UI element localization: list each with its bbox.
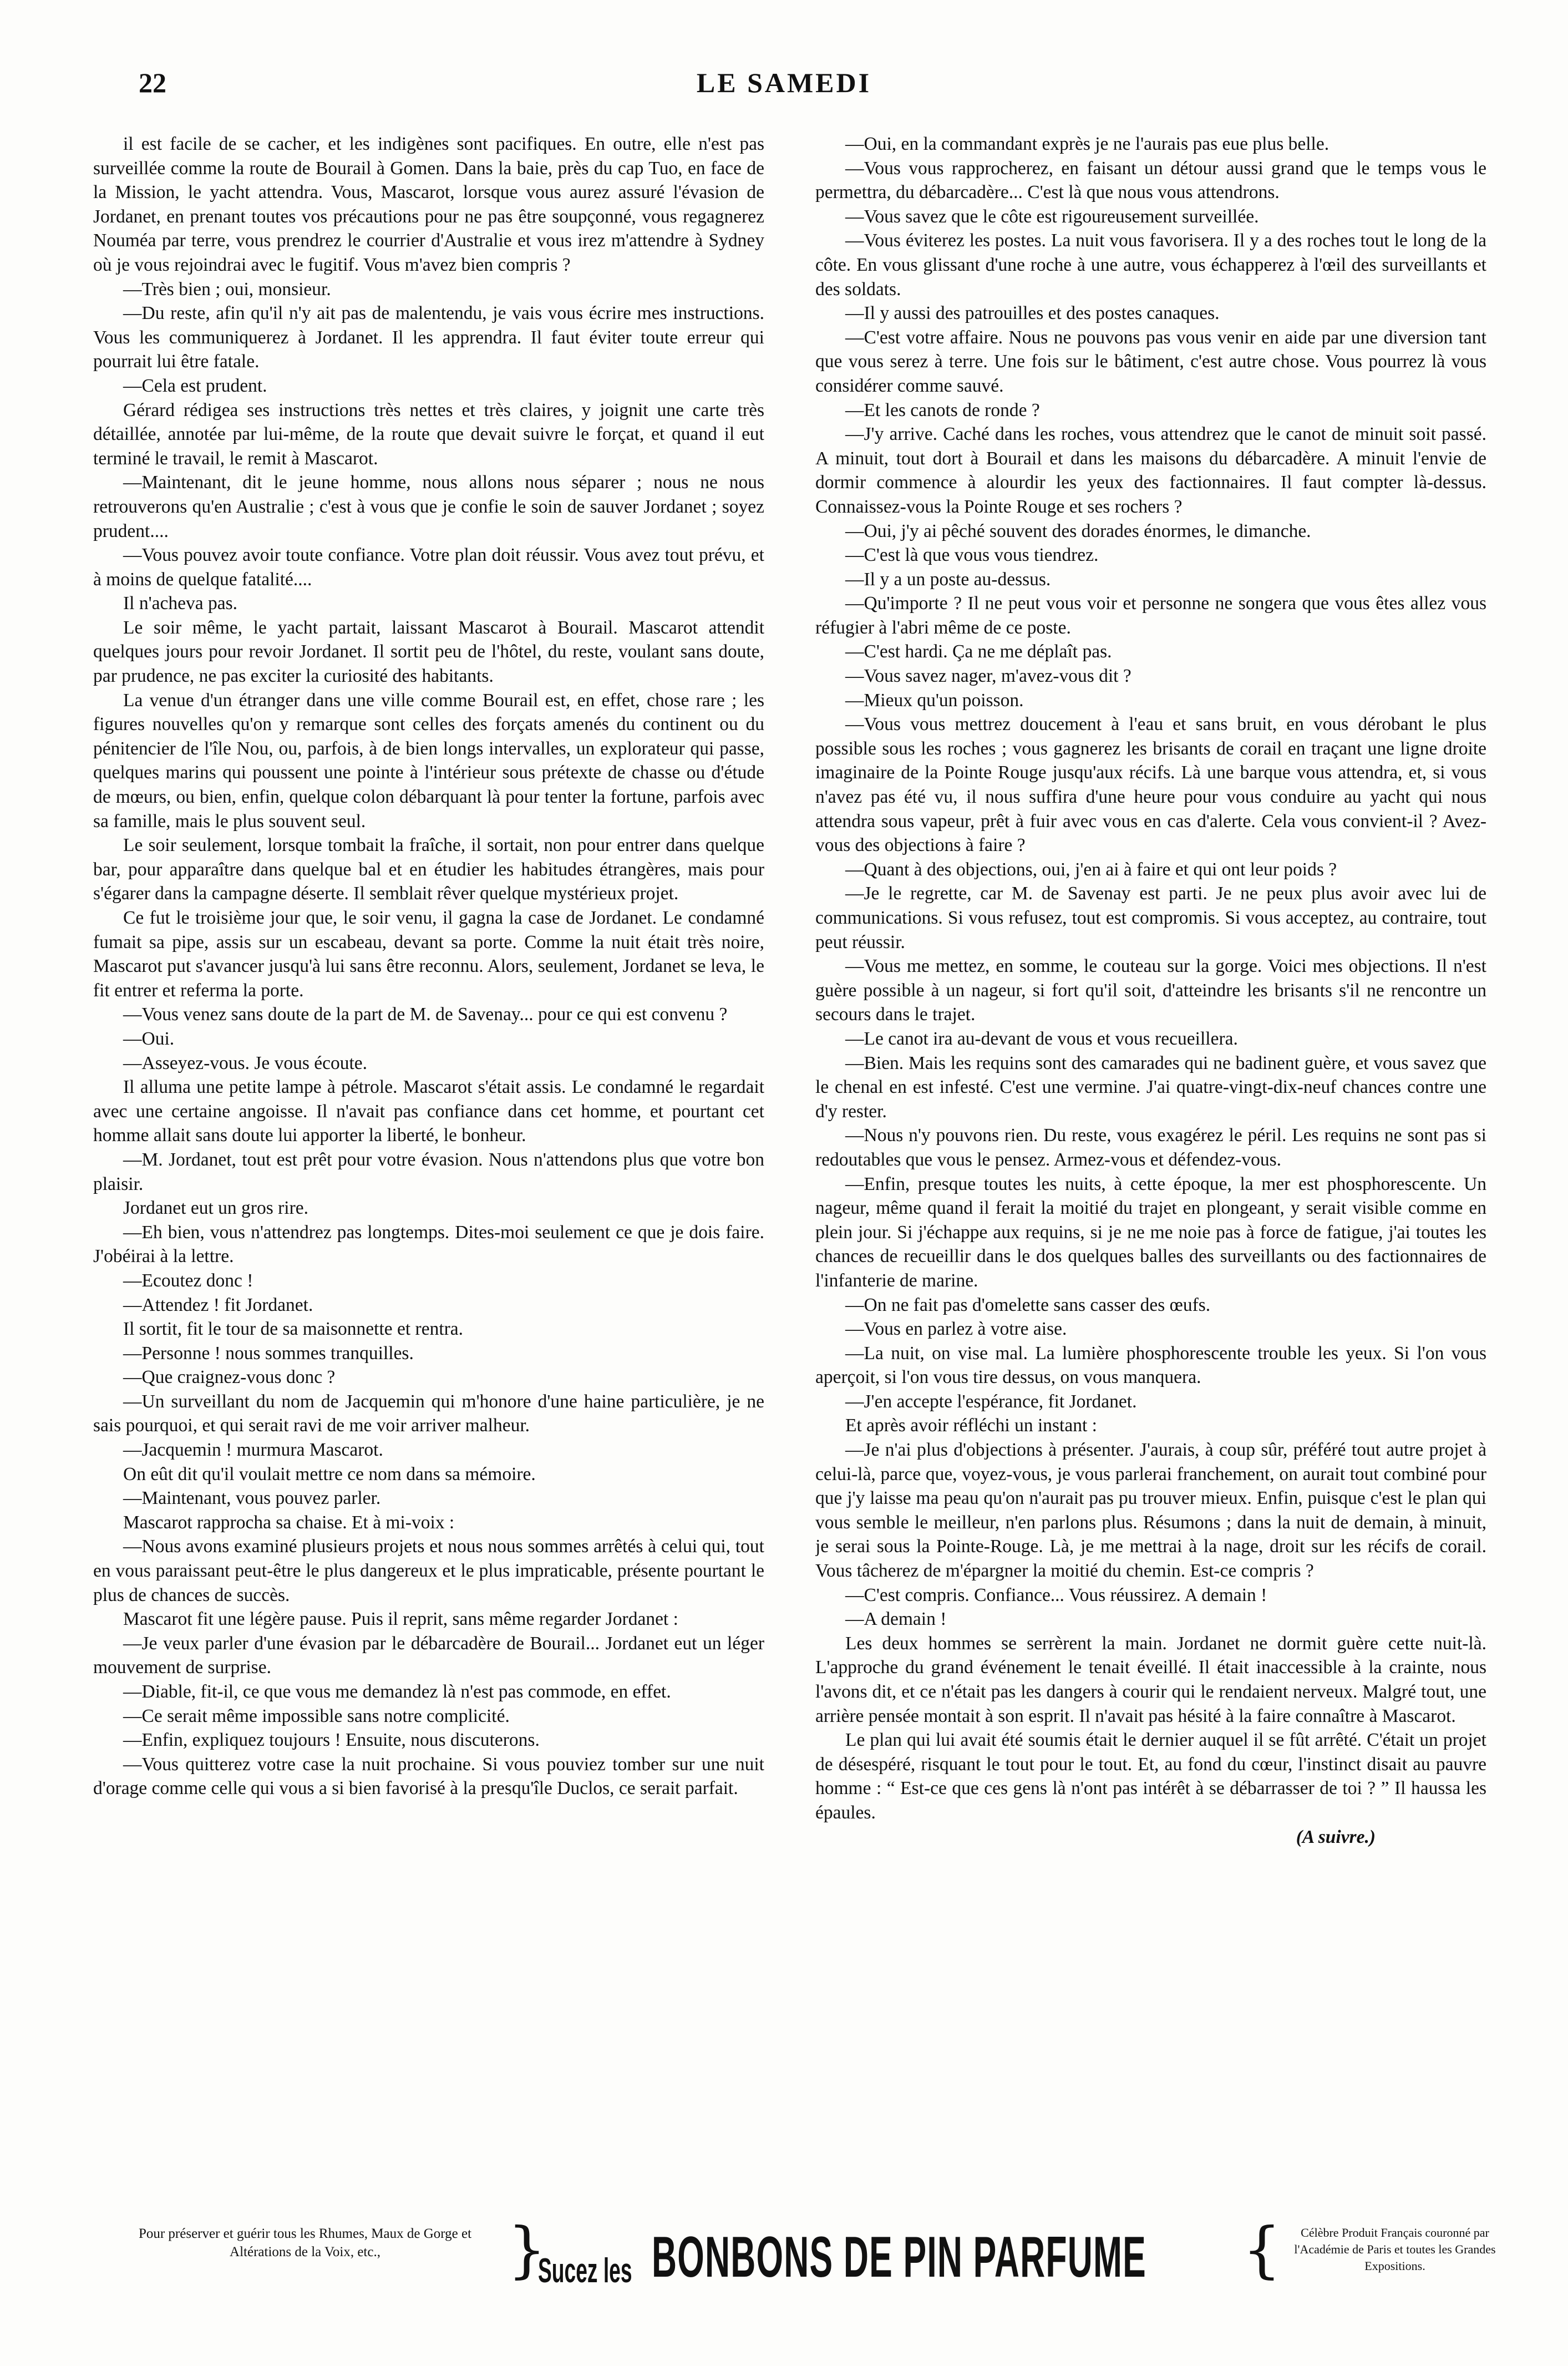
paragraph: Il n'acheva pas. [123,593,238,614]
paragraph: —C'est compris. Confiance... Vous réussirez. A demain ! [845,1584,1267,1605]
left-text-column [93,132,764,2185]
paragraph: —Un surveillant du nom de Jacquemin qui m'honore d'une haine particulière, je ne sais pourquoi, et qui serait ravi de me voir arriver malheur. [93,1391,764,1436]
paragraph: —Quant à des objections, oui, j'en ai à faire et qui ont leur poids ? [845,859,1337,880]
paragraph: —Vous pouvez avoir toute confiance. Votre plan doit réussir. Vous avez tout prévu, et à moins de quelque fatalité.... [93,545,764,590]
paragraph: —La nuit, on vise mal. La lumière phosphorescente trouble les yeux. Si l'on vous aperçoit, si l'on vous tire dessus, on vous manquera. [815,1342,1486,1388]
paragraph: Gérard rédigea ses instructions très nettes et très claires, y joignit une carte très détaillée, annotée par lui-même, de la route que devait suivre le forçat, et quand il eut terminé le travail, le remit à Mascarot. [93,399,764,469]
paragraph: —On ne fait pas d'omelette sans casser des œufs. [845,1294,1211,1315]
right-text-column [815,132,1486,2185]
paragraph: —Vous me mettez, en somme, le couteau sur la gorge. Voici mes objections. Il n'est guère possible à un nageur, si fort qu'il soit, d'atteindre les brisants s'il ne rencontre un secours dans le trajet. [815,956,1486,1025]
paragraph: —Oui. [123,1028,175,1049]
paragraph: —Je le regrette, car M. de Savenay est parti. Je ne peux plus avoir avec lui de communications. Si vous refusez, tout est compromis. Si vous acceptez, au contraire, tout peut réussir. [815,883,1486,953]
paragraph: —C'est hardi. Ça ne me déplaît pas. [845,641,1112,662]
paragraph: Mascarot fit une légère pause. Puis il reprit, sans même regarder Jordanet : [123,1609,678,1630]
paragraph: —Attendez ! fit Jordanet. [123,1294,313,1315]
ad-main-prefix: Sucez les [538,2252,632,2290]
paragraph: —Très bien ; oui, monsieur. [123,278,331,300]
paragraph: —Qu'importe ? Il ne peut vous voir et personne ne songera que vous êtes allez vous réfugier à l'abri même de ce poste. [815,593,1486,638]
paragraph: Le soir même, le yacht partait, laissant Mascarot à Bourail. Mascarot attendit quelques jours pour revoir Jordanet. Il sortit peu de l'hôtel, du reste, voulant sans doute, par prudence, ne pas exciter la curiosité des habitants. [93,617,764,687]
paragraph: —Vous savez que le côte est rigoureusement surveillée. [845,206,1259,227]
paragraph: —Jacquemin ! murmura Mascarot. [123,1440,383,1461]
paragraph: —Oui, en la commandant exprès je ne l'aurais pas eue plus belle. [845,134,1329,154]
advertisement-banner [111,2214,1507,2297]
paragraph: —Il y a un poste au-dessus. [845,569,1051,590]
paragraph: —Cela est prudent. [123,375,267,396]
paragraph: —Vous en parlez à votre aise. [845,1319,1067,1340]
paragraph: —Du reste, afin qu'il n'y ait pas de malentendu, je vais vous écrire mes instructions. Vous les communiquerez à Jordanet. Il les apprendra. Il faut éviter toute erreur qui pourrait lui être fatale. [93,303,764,372]
paragraph: On eût dit qu'il voulait mettre ce nom dans sa mémoire. [123,1463,536,1485]
paragraph: —Enfin, presque toutes les nuits, à cette époque, la mer est phosphorescente. Un nageur, même quand il ferait la moitié du trajet en plongeant, y serait visible comme en plein jour. Si j'échappe aux requins, si je ne me noie pas à force de fatigue, j'ai toutes les chances de recueillir dans le dos quelques balles des surveillants ou des factionnaires de l'infanterie de marine. [815,1173,1486,1291]
paragraph: —A demain ! [845,1609,947,1630]
paragraph: —Bien. Mais les requins sont des camarades qui ne badinent guère, et vous savez que le chenal en est infesté. C'est une vermine. J'ai quatre-vingt-dix-neuf chances contre une d'y rester. [815,1052,1486,1122]
paragraph: il est facile de se cacher, et les indigènes sont pacifiques. En outre, elle n'est pas surveillée comme la route de Bourail à Gomen. Dans la baie, près du cap Tuo, en face de la Mission, le yacht attendra. Vous, Mascarot, lorsque vous aurez assuré l'évasion de Jordanet, en prenant toutes vos précautions pour ne pas être soupçonné, vous regagnerez Nouméa par terre, vous prendrez le courrier d'Australie et vous irez m'attendre à Sydney où je vous rejoindrai avec le fugitif. Vous m'avez bien compris ? [93,134,764,275]
paragraph: —C'est votre affaire. Nous ne pouvons pas vous venir en aide par une diversion tant que vous serez à terre. Une fois sur le bâtiment, c'est autre chose. Vous pourrez là vous considérer comme sauvé. [815,327,1486,396]
paragraph: —Vous vous rapprocherez, en faisant un détour aussi grand que le temps vous le permettra, du débarcadère... C'est là que nous vous attendrons. [815,158,1486,203]
paragraph: La venue d'un étranger dans une ville comme Bourail est, en effet, chose rare ; les figures nouvelles qu'on y remarque sont celles des forçats amenés du continent ou du pénitencier de l'île Nou, ou, parfois, à de bien longs intervalles, un explorateur qui passe, quelques marins qui poussent une pointe à l'intérieur sous prétexte de chasse ou d'étude de mœurs, ou bien, enfin, quelque colon débarquant là pour tenter la fortune, parfois avec sa famille, mais le plus souvent seul. [93,690,764,832]
continuation-note: (A suivre.) [1296,1826,1376,1847]
paragraph: —Oui, j'y ai pêché souvent des dorades énormes, le dimanche. [845,520,1311,541]
paragraph: —Maintenant, vous pouvez parler. [123,1488,381,1509]
ad-left-text: Pour préserver et guérir tous les Rhumes, Maux de Gorge et Altérations de la Voix, etc., [138,2226,472,2259]
paragraph: —Asseyez-vous. Je vous écoute. [123,1052,368,1073]
paragraph: —Enfin, expliquez toujours ! Ensuite, nous discuterons. [123,1730,540,1751]
paragraph: Jordanet eut un gros rire. [123,1198,308,1219]
paragraph: —Personne ! nous sommes tranquilles. [123,1342,414,1364]
paragraph: —Mieux qu'un poisson. [845,690,1024,711]
paragraph: —Eh bien, vous n'attendrez pas longtemps. Dites-moi seulement ce que je dois faire. J'obéirai à la lettre. [93,1222,764,1267]
paragraph: —Vous venez sans doute de la part de M. de Savenay... pour ce qui est convenu ? [123,1004,728,1025]
ad-brace-left: } [508,2214,546,2285]
paragraph: —Le canot ira au-devant de vous et vous recueillera. [845,1028,1238,1049]
page-number: 22 [139,67,166,98]
paragraph: —Ecoutez donc ! [123,1270,253,1291]
paragraph: —C'est là que vous vous tiendrez. [845,545,1099,566]
paragraph: —Et les canots de ronde ? [845,399,1040,420]
paragraph: —Maintenant, dit le jeune homme, nous allons nous séparer ; nous ne nous retrouverons qu'en Australie ; c'est à vous que je confie le soin de sauver Jordanet ; soyez prudent.... [93,472,764,541]
paragraph: —Que craignez-vous donc ? [123,1367,336,1388]
paragraph: Il alluma une petite lampe à pétrole. Mascarot s'était assis. Le condamné le regardait avec une certaine angoisse. Il n'avait pas confiance dans cet homme, et pourtant cet homme allait sans doute lui apporter la liberté, le bonheur. [93,1077,764,1146]
paragraph: —J'en accepte l'espérance, fit Jordanet. [845,1391,1137,1412]
paragraph: —Nous avons examiné plusieurs projets et nous nous sommes arrêtés à celui qui, tout en vous paraissant peut-être le plus dangereux et le plus impraticable, présente pourtant le plus de chances de succès. [93,1536,764,1605]
paragraph: Le plan qui lui avait été soumis était le dernier auquel il se fût arrêté. C'était un projet de désespéré, risquant le tout pour le tout. Et, au fond du cœur, l'instinct disait au pauvre homme : “ Est-ce que ces gens là n'ont pas intérêt à se débarrasser de toi ? ” Il haussa les épaules. [815,1730,1486,1823]
paragraph: Le soir seulement, lorsque tombait la fraîche, il sortait, non pour entrer dans quelque bar, pour apparaître dans quelque bal et en étudier les habitudes étrangères, mais pour s'égarer dans la campagne déserte. Il semblait rêver quelque mystérieux projet. [93,835,764,904]
paragraph: Il sortit, fit le tour de sa maisonnette et rentra. [123,1319,464,1340]
paragraph: Mascarot rapprocha sa chaise. Et à mi-voix : [123,1512,455,1533]
paragraph: Les deux hommes se serrèrent la main. Jordanet ne dormit guère cette nuit-là. L'approche du grand événement le tenait éveillé. Il était inaccessible à la crainte, nous l'avons dit, et ce n'était pas les dangers à courir qui le rendaient nerveux. Malgré tout, une arrière pensée montait à son esprit. Il n'avait pas hésité à la faire connaître à Mascarot. [815,1633,1486,1726]
paragraph: Ce fut le troisième jour que, le soir venu, il gagna la case de Jordanet. Le condamné fumait sa pipe, assis sur un escabeau, devant sa porte. Comme la nuit était très noire, Mascarot put s'avancer jusqu'à lui sans être reconnu. Alors, seulement, Jordanet se leva, le fit entrer et referma la porte. [93,908,764,1001]
paragraph: —Je veux parler d'une évasion par le débarcadère de Bourail... Jordanet eut un léger mouvement de surprise. [93,1633,764,1678]
paragraph: —J'y arrive. Caché dans les roches, vous attendrez que le canot de minuit soit passé. A minuit, tout dort à Bourail et dans les maisons du débarcadère. A minuit l'envie de dormir commence à alourdir les yeux des factionnaires. Il faut compter là-dessus. Connaissez-vous la Pointe Rouge et ses rochers ? [815,424,1486,517]
page-header [139,67,1429,116]
paragraph: —Vous quitterez votre case la nuit prochaine. Si vous pouviez tomber sur une nuit d'orage comme celle qui vous a si bien favorisé à la presqu'île Duclos, ce serait parfait. [93,1754,764,1799]
paragraph: —Vous savez nager, m'avez-vous dit ? [845,666,1131,687]
paragraph: —Ce serait même impossible sans notre complicité. [123,1705,510,1726]
ad-right-text: Célèbre Produit Français couronné par l'Académie de Paris et toutes les Grandes Expositions. [1294,2226,1496,2273]
paragraph: —Je n'ai plus d'objections à présenter. J'aurais, à coup sûr, préféré tout autre projet à celui-là, parce que, voyez-vous, je vous parlerai franchement, on aurait tout combiné pour que j'y laisse ma peau qu'on n'aurait pas pu trouver mieux. Enfin, puisque c'est le plan qui vous semble le meilleur, n'en parlons plus. Résumons ; dans la nuit de demain, à minuit, je serai sous la Pointe-Rouge. Là, je me mettrai à la nage, droit sur les récifs de corail. Vous tâcherez de m'épargner la moitié du chemin. Est-ce compris ? [815,1440,1486,1582]
paragraph: —M. Jordanet, tout est prêt pour votre évasion. Nous n'attendons plus que votre bon plaisir. [93,1149,764,1194]
ad-brace-right: { [1242,2214,1281,2285]
paragraph: —Vous vous mettrez doucement à l'eau et sans bruit, en vous dérobant le plus possible sous les roches ; vous gagnerez les brisants de corail en traçant une ligne droite imaginaire de la Pointe Rouge jusqu'aux récifs. Là une barque vous attendra, et, si vous n'avez pas été vu, il nous suffira d'une heure pour vous conduire au yacht qui nous attendra sous vapeur, prêt à fuir avec vous en cas d'alerte. Cela vous convient-il ? Avez-vous des objections à faire ? [815,714,1486,856]
paragraph: Et après avoir réfléchi un instant : [845,1415,1097,1436]
paragraph: —Nous n'y pouvons rien. Du reste, vous exagérez le péril. Les requins ne sont pas si redoutables que vous le pensez. Armez-vous et défendez-vous. [815,1125,1486,1170]
paragraph: —Vous éviterez les postes. La nuit vous favorisera. Il y a des roches tout le long de la côte. En vous glissant d'une roche à une autre, vous échapperez à l'œil des surveillants et des soldats. [815,230,1486,300]
ad-main-slogan [538,2225,1237,2290]
paragraph: —Diable, fit-il, ce que vous me demandez là n'est pas commode, en effet. [123,1681,671,1702]
journal-title: LE SAMEDI [696,67,872,98]
paragraph: —Il y aussi des patrouilles et des postes canaques. [845,303,1220,324]
ad-product-name: BONBONS DE PIN PARFUME [652,2225,1146,2289]
